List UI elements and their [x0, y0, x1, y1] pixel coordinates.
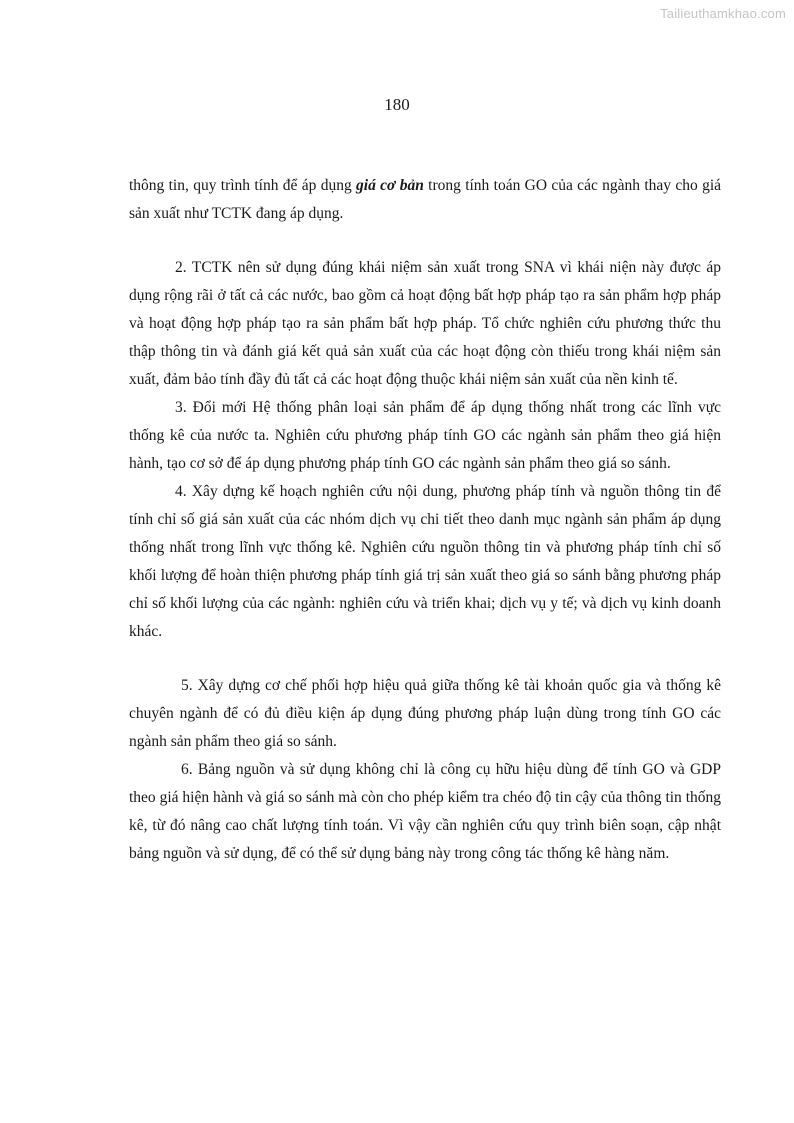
paragraph-item-3: 3. Đổi mới Hệ thống phân loại sản phẩm để áp dụng thống nhất trong các lĩnh vực thống kê của nước ta. Nghiên cứu phương pháp tính GO các ngành sản phẩm theo giá hiện hành, tạo cơ sở để áp dụng phương pháp tính GO các ngành sản phẩm theo giá so sánh. [129, 399, 721, 472]
paragraph-item-6: 6. Bảng nguồn và sử dụng không chỉ là công cụ hữu hiệu dùng để tính GO và GDP theo giá hiện hành và giá so sánh mà còn cho phép kiểm tra chéo độ tin cậy của thông tin thống kê, từ đó nâng cao chất lượng tính toán. Vì vậy cần nghiên cứu quy trình biên soạn, cập nhật bảng nguồn và sử dụng, để có thể sử dụng bảng này trong công tác thống kê hàng năm. [129, 761, 721, 862]
paragraph-item-5: 5. Xây dựng cơ chế phối hợp hiệu quả giữa thống kê tài khoản quốc gia và thống kê chuyên ngành để có đủ điều kiện áp dụng đúng phương pháp luận dùng trong tính GO các ngành sản phẩm theo giá so sánh. [129, 677, 721, 750]
paragraph-item-2: 2. TCTK nên sử dụng đúng khái niệm sản xuất trong SNA vì khái niện này được áp dụng rộng rãi ở tất cả các nước, bao gồm cả hoạt động bất hợp pháp tạo ra sản phẩm hợp pháp và hoạt động hợp pháp tạo ra sản phẩm bất hợp pháp. Tổ chức nghiên cứu phương thức thu thập thông tin và đánh giá kết quả sản xuất của các hoạt động còn thiếu trong khái niệm sản xuất, đảm bảo tính đầy đủ tất cả các hoạt động thuộc khái niệm sản xuất của nền kinh tế. [129, 259, 721, 388]
page-number: 180 [384, 95, 410, 114]
document-body [129, 172, 721, 868]
paragraph-item-4: 4. Xây dựng kế hoạch nghiên cứu nội dung, phương pháp tính và nguồn thông tin để tính chỉ số giá sản xuất của các nhóm dịch vụ chi tiết theo danh mục ngành sản phẩm áp dụng thống nhất trong lĩnh vực thống kê. Nghiên cứu nguồn thông tin và phương pháp tính chỉ số khối lượng để hoàn thiện phương pháp tính giá trị sản xuất theo giá so sánh bằng phương pháp chỉ số khối lượng của các ngành: nghiên cứu và triển khai; dịch vụ y tế; và dịch vụ kinh doanh khác. [129, 483, 721, 640]
paragraph-text-after: trong tính toán GO của các ngành thay cho giá sản xuất như TCTK đang áp dụng. [129, 177, 722, 222]
watermark-text: Tailieuthamkhao.com [660, 6, 786, 21]
paragraph-continuation [129, 172, 721, 228]
paragraph-text-before: thông tin, quy trình tính để áp dụng [129, 177, 357, 194]
emphasized-term: giá cơ bản [356, 177, 424, 194]
